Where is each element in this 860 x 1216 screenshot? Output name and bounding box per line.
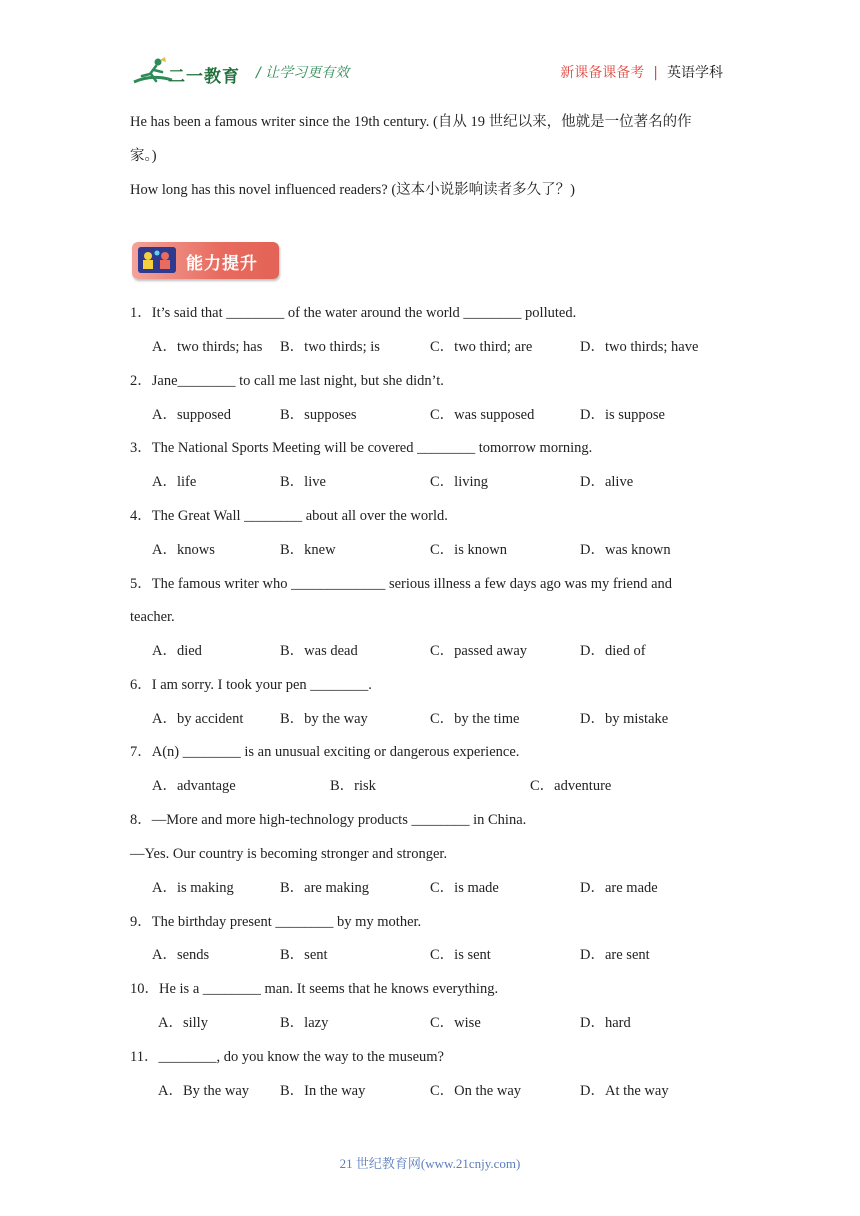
option-c: C．by the time [430, 711, 520, 727]
option-b: B．lazy [280, 1015, 329, 1031]
option-c: C．wise [430, 1015, 481, 1031]
option-d: D．hard [580, 1015, 631, 1031]
people-icon [138, 247, 176, 273]
question-stem: 8．—More and more high-technology products ________ in China. [130, 812, 527, 828]
option-a: A．life [152, 474, 197, 490]
page-header [0, 0, 860, 95]
option-b: B．supposes [280, 407, 357, 423]
question-stem: 9．The birthday present ________ by my mother. [130, 914, 422, 930]
question-stem: 1．It’s said that ________ of the water around the world ________ polluted. [130, 305, 577, 321]
question-stem-cont: teacher. [130, 609, 175, 625]
option-c: C．is known [430, 542, 507, 558]
intro-line: How long has this novel influenced readers? (这本小说影响读者多久了？) [130, 182, 575, 198]
header-separator: | [653, 65, 658, 81]
option-a: A．is making [152, 880, 234, 896]
option-b: B．sent [280, 947, 328, 963]
header-subject [560, 62, 723, 82]
option-d: D．by mistake [580, 711, 669, 727]
option-b: B．In the way [280, 1083, 366, 1099]
option-d: D．are sent [580, 947, 650, 963]
option-d: D．died of [580, 643, 646, 659]
question-stem: 10．He is a ________ man. It seems that he knows everything. [130, 981, 499, 997]
option-b: B．two thirds; is [280, 339, 380, 355]
section-title: 能力提升 [186, 254, 258, 274]
option-a: A．by accident [152, 711, 244, 727]
option-c: C．is sent [430, 947, 491, 963]
option-d: D．was known [580, 542, 671, 558]
option-d: D．is suppose [580, 407, 665, 423]
header-subject-label: 英语学科 [667, 65, 723, 81]
option-b: B．was dead [280, 643, 358, 659]
option-b: B．risk [330, 778, 376, 794]
option-b: B．are making [280, 880, 369, 896]
section-banner [132, 242, 279, 279]
question-stem: 7．A(n) ________ is an unusual exciting or dangerous experience. [130, 744, 520, 760]
option-c: C．On the way [430, 1083, 522, 1099]
option-a: A．By the way [158, 1083, 250, 1099]
page-footer[interactable]: 21 世纪教育网(www.21cnjy.com) [339, 1156, 521, 1171]
option-d: D．At the way [580, 1083, 669, 1099]
option-b: B．by the way [280, 711, 368, 727]
logo-text: 二一教育 [168, 67, 240, 87]
option-a: A．sends [152, 947, 210, 963]
option-a: A．silly [158, 1015, 208, 1031]
option-d: D．two thirds; have [580, 339, 699, 355]
question-stem: 2．Jane________ to call me last night, but she didn’t. [130, 373, 444, 389]
option-a: A．died [152, 643, 202, 659]
option-a: A．supposed [152, 407, 231, 423]
option-a: A．knows [152, 542, 215, 558]
intro-line: He has been a famous writer since the 19th century. (自从 19 世纪以来，他就是一位著名的作 [130, 114, 692, 130]
question-stem: 4．The Great Wall ________ about all over the world. [130, 508, 448, 524]
question-stem: 5．The famous writer who _____________ serious illness a few days ago was my friend and [130, 576, 673, 592]
intro-line: 家。) [130, 148, 157, 164]
option-c: C．adventure [530, 778, 612, 794]
option-a: A．advantage [152, 778, 236, 794]
question-stem: 3．The National Sports Meeting will be covered ________ tomorrow morning. [130, 440, 593, 456]
header-course-label: 新课备课备考 [560, 65, 645, 81]
option-d: D．alive [580, 474, 634, 490]
question-stem-cont: —Yes. Our country is becoming stronger and stronger. [130, 846, 448, 862]
option-c: C．was supposed [430, 407, 535, 423]
option-c: C．passed away [430, 643, 528, 659]
option-c: C．two third; are [430, 339, 533, 355]
option-b: B．knew [280, 542, 336, 558]
option-a: A．two thirds; has [152, 339, 263, 355]
question-stem: 6．I am sorry. I took your pen ________. [130, 677, 372, 693]
option-c: C．is made [430, 880, 499, 896]
question-stem: 11．________, do you know the way to the museum? [130, 1049, 444, 1065]
option-b: B．live [280, 474, 326, 490]
slogan: / 让学习更有效 [256, 65, 350, 81]
option-c: C．living [430, 474, 489, 490]
option-d: D．are made [580, 880, 658, 896]
